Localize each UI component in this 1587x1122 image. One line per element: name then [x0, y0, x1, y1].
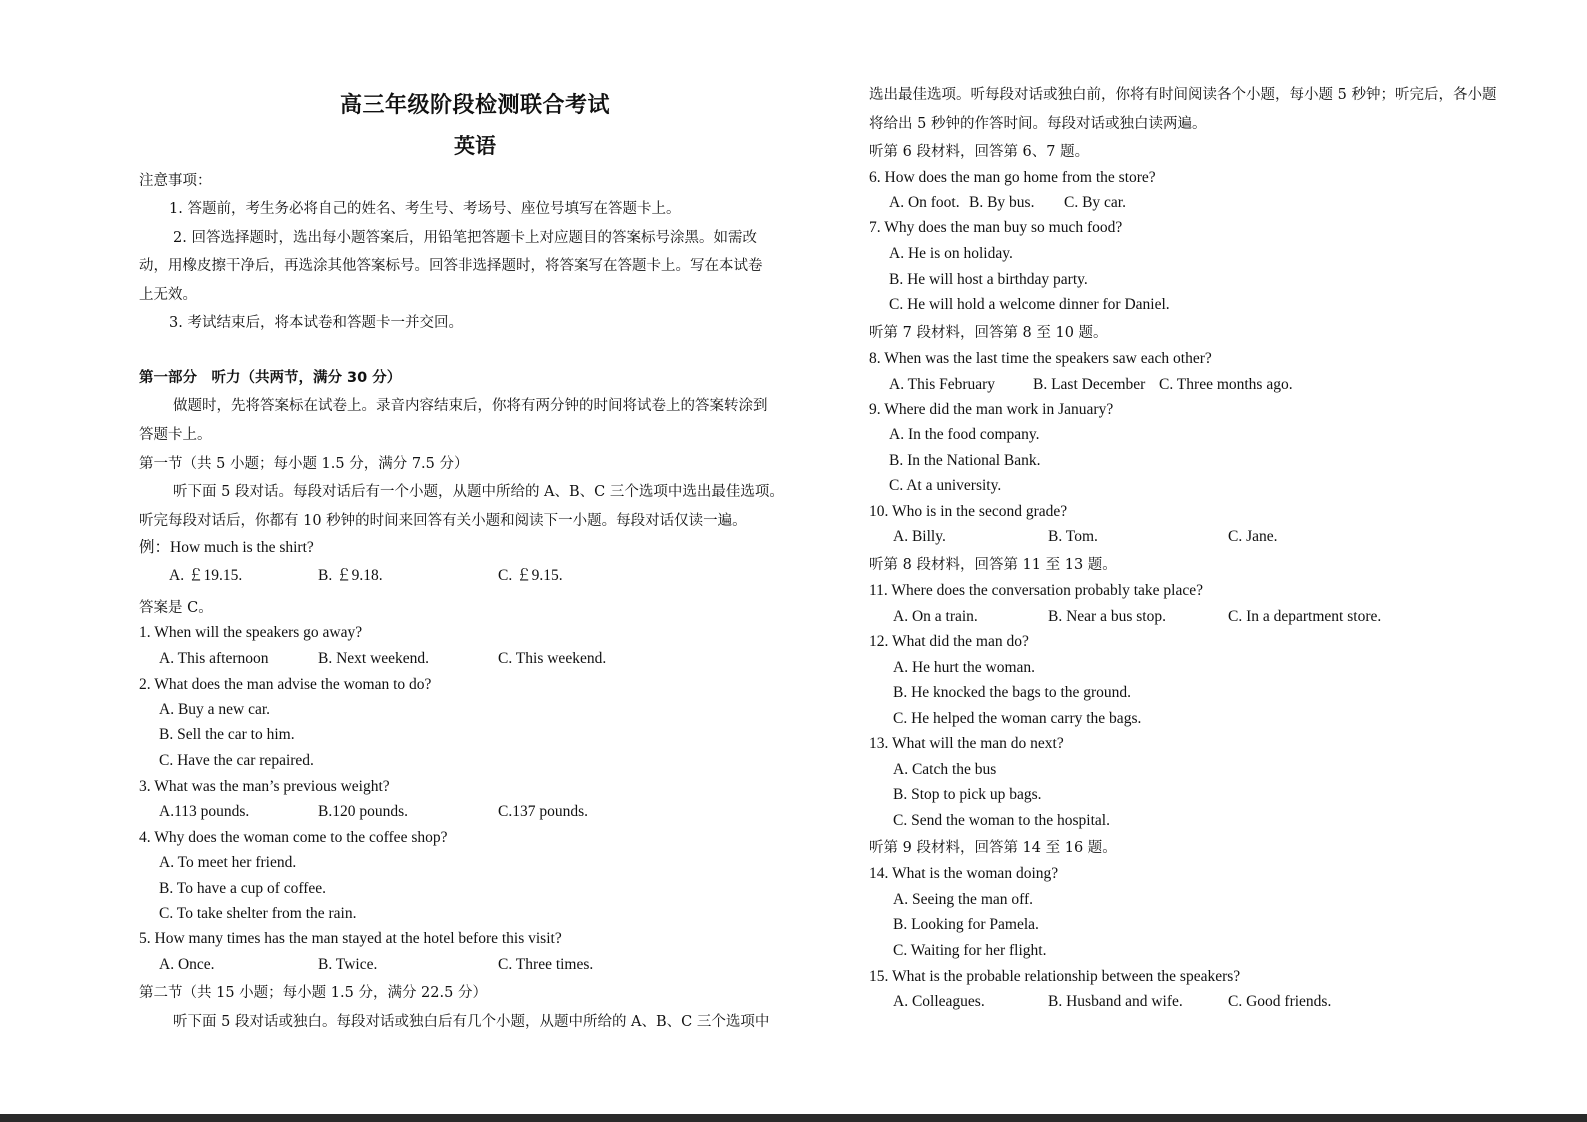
q12-option-b: B. He knocked the bags to the ground. — [893, 684, 1132, 701]
notes-heading: 注意事项： — [139, 173, 212, 189]
q2-option-c: C. Have the car repaired. — [159, 752, 314, 769]
material-6-heading: 听第 6 段材料，回答第 6、7 题。 — [869, 144, 1090, 160]
part1-intro-line-2: 答题卡上。 — [139, 427, 212, 443]
section2-heading: 第二节（共 15 小题；每小题 1.5 分，满分 22.5 分） — [139, 985, 487, 1001]
q7-option-c: C. He will hold a welcome dinner for Daniel. — [889, 296, 1170, 313]
q14-option-c: C. Waiting for her flight. — [893, 942, 1047, 959]
q1-option-c: C. This weekend. — [498, 650, 607, 667]
q3-option-b: B.120 pounds. — [318, 803, 408, 820]
question-13: 13. What will the man do next? — [869, 735, 1064, 752]
q11-option-a: A. On a train. — [893, 608, 978, 625]
question-5: 5. How many times has the man stayed at the hotel before this visit? — [139, 930, 562, 947]
example-question: 例：How much is the shirt? — [139, 539, 314, 556]
note-item-2-line-1: 2. 回答选择题时，选出每小题答案后，用铅笔把答题卡上对应题目的答案标号涂黑。如需改 — [173, 230, 757, 246]
q8-option-c: C. Three months ago. — [1159, 376, 1293, 393]
q2-option-b: B. Sell the car to him. — [159, 726, 295, 743]
q9-option-a: A. In the food company. — [889, 426, 1040, 443]
q9-option-b: B. In the National Bank. — [889, 452, 1041, 469]
q13-option-a: A. Catch the bus — [893, 761, 997, 778]
question-8: 8. When was the last time the speakers saw each other? — [869, 350, 1212, 367]
q7-option-b: B. He will host a birthday party. — [889, 271, 1088, 288]
q10-option-b: B. Tom. — [1048, 528, 1098, 545]
q15-option-a: A. Colleagues. — [893, 993, 985, 1010]
example-option-b: B. ￡9.18. — [318, 567, 383, 584]
note-item-2-line-3: 上无效。 — [139, 287, 197, 303]
exam-title: 高三年级阶段检测联合考试 — [339, 93, 610, 118]
question-4: 4. Why does the woman come to the coffee shop? — [139, 829, 448, 846]
note-item-3: 3. 考试结束后，将本试卷和答题卡一并交回。 — [169, 315, 463, 331]
material-9-heading: 听第 9 段材料，回答第 14 至 16 题。 — [869, 840, 1117, 856]
material-7-heading: 听第 7 段材料，回答第 8 至 10 题。 — [869, 325, 1108, 341]
q6-option-c: C. By car. — [1064, 194, 1126, 211]
question-3: 3. What was the man’s previous weight? — [139, 778, 390, 795]
q13-option-b: B. Stop to pick up bags. — [893, 786, 1042, 803]
example-answer: 答案是 C。 — [139, 600, 213, 616]
page-bottom-edge — [0, 1114, 1587, 1122]
part1-intro-line-1: 做题时，先将答案标在试卷上。录音内容结束后，你将有两分钟的时间将试卷上的答案转涂到 — [173, 398, 768, 414]
q6-option-a: A. On foot. — [889, 194, 960, 211]
q11-option-b: B. Near a bus stop. — [1048, 608, 1166, 625]
q14-option-a: A. Seeing the man off. — [893, 891, 1034, 908]
section2-instr-line-1: 听下面 5 段对话或独白。每段对话或独白后有几个小题，从题中所给的 A、B、C 三个选项中 — [173, 1014, 770, 1030]
q4-option-a: A. To meet her friend. — [159, 854, 297, 871]
part1-heading: 第一部分 听力（共两节，满分 30 分） — [139, 370, 402, 386]
q15-option-b: B. Husband and wife. — [1048, 993, 1183, 1010]
q8-option-a: A. This February — [889, 376, 996, 393]
question-9: 9. Where did the man work in January? — [869, 401, 1114, 418]
question-2: 2. What does the man advise the woman to do? — [139, 676, 432, 693]
example-option-a: A. ￡19.15. — [169, 567, 243, 584]
section2-instr-line-2: 选出最佳选项。听每段对话或独白前，你将有时间阅读各个小题，每小题 5 秒钟；听完后，各小题 — [869, 87, 1497, 103]
subject-title: 英语 — [454, 134, 496, 158]
q1-option-b: B. Next weekend. — [318, 650, 430, 667]
q5-option-b: B. Twice. — [318, 956, 378, 973]
q12-option-c: C. He helped the woman carry the bags. — [893, 710, 1142, 727]
q5-option-a: A. Once. — [159, 956, 215, 973]
q4-option-c: C. To take shelter from the rain. — [159, 905, 357, 922]
q12-option-a: A. He hurt the woman. — [893, 659, 1036, 676]
note-item-2-line-2: 动，用橡皮擦干净后，再选涂其他答案标号。回答非选择题时，将答案写在答题卡上。写在本试卷 — [139, 258, 763, 274]
q8-option-b: B. Last December — [1033, 376, 1146, 393]
q13-option-c: C. Send the woman to the hospital. — [893, 812, 1110, 829]
q2-option-a: A. Buy a new car. — [159, 701, 271, 718]
q6-option-b: B. By bus. — [969, 194, 1035, 211]
question-15: 15. What is the probable relationship between the speakers? — [869, 968, 1241, 985]
question-6: 6. How does the man go home from the store? — [869, 169, 1156, 186]
question-11: 11. Where does the conversation probably take place? — [869, 582, 1203, 599]
q1-option-a: A. This afternoon — [159, 650, 269, 667]
q9-option-c: C. At a university. — [889, 477, 1002, 494]
q11-option-c: C. In a department store. — [1228, 608, 1382, 625]
example-option-c: C. ￡9.15. — [498, 567, 563, 584]
material-8-heading: 听第 8 段材料，回答第 11 至 13 题。 — [869, 557, 1117, 573]
q14-option-b: B. Looking for Pamela. — [893, 916, 1039, 933]
note-item-1: 1. 答题前，考生务必将自己的姓名、考生号、考场号、座位号填写在答题卡上。 — [169, 201, 681, 217]
q7-option-a: A. He is on holiday. — [889, 245, 1013, 262]
section1-heading: 第一节（共 5 小题；每小题 1.5 分，满分 7.5 分） — [139, 456, 469, 472]
question-14: 14. What is the woman doing? — [869, 865, 1059, 882]
section2-instr-line-3: 将给出 5 秒钟的作答时间。每段对话或独白读两遍。 — [869, 116, 1207, 132]
q10-option-c: C. Jane. — [1228, 528, 1278, 545]
question-10: 10. Who is in the second grade? — [869, 503, 1068, 520]
question-7: 7. Why does the man buy so much food? — [869, 219, 1123, 236]
q3-option-c: C.137 pounds. — [498, 803, 588, 820]
q3-option-a: A.113 pounds. — [159, 803, 250, 820]
q15-option-c: C. Good friends. — [1228, 993, 1332, 1010]
q4-option-b: B. To have a cup of coffee. — [159, 880, 327, 897]
section1-instr-line-1: 听下面 5 段对话。每段对话后有一个小题，从题中所给的 A、B、C 三个选项中选出最佳选项。 — [173, 484, 784, 500]
question-12: 12. What did the man do? — [869, 633, 1029, 650]
question-1: 1. When will the speakers go away? — [139, 624, 363, 641]
q10-option-a: A. Billy. — [893, 528, 946, 545]
q5-option-c: C. Three times. — [498, 956, 594, 973]
section1-instr-line-2: 听完每段对话后，你都有 10 秒钟的时间来回答有关小题和阅读下一小题。每段对话仅读一遍。 — [139, 513, 747, 529]
